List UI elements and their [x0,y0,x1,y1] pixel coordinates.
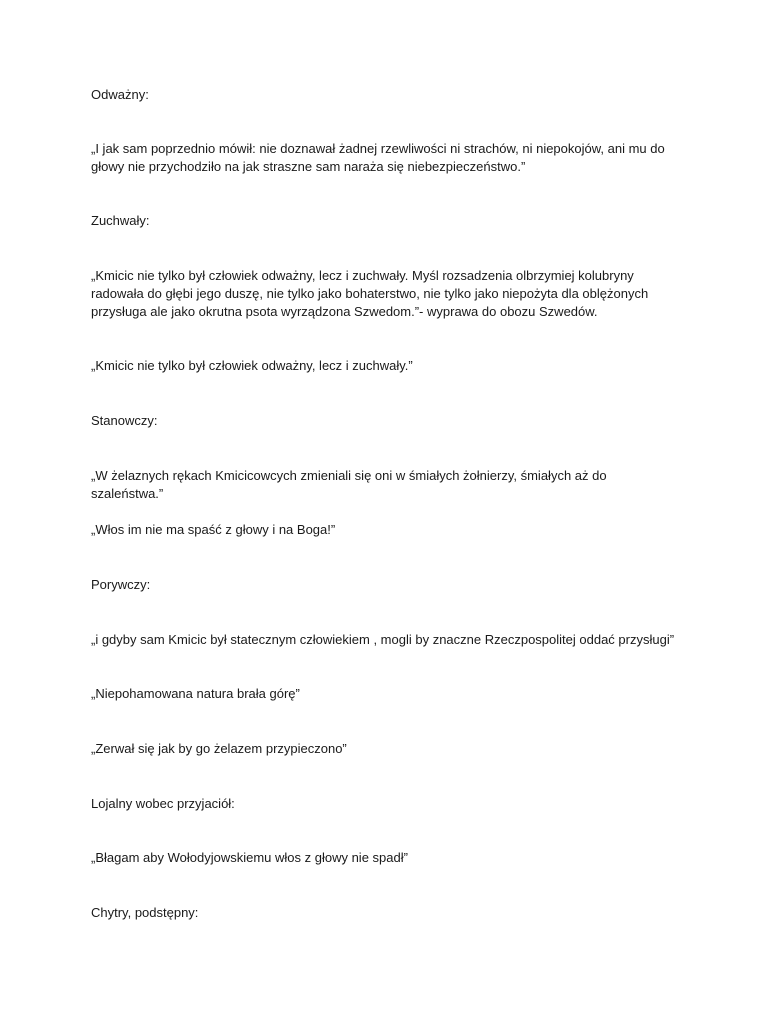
section-heading-lojalny: Lojalny wobec przyjaciół: [91,796,235,811]
section-heading-stanowczy: Stanowczy: [91,413,158,428]
section-heading-odwazny: Odważny: [91,87,149,102]
quote-paragraph: „W żelaznych rękach Kmicicowcych zmieniali się oni w śmiałych żołnierzy, śmiałych aż do szaleństwa.” [91,468,607,501]
quote-paragraph: „i gdyby sam Kmicic był statecznym człowiekiem , mogli by znaczne Rzeczpospolitej oddać przysługi” [91,632,675,647]
quote-paragraph: „Zerwał się jak by go żelazem przypieczono” [91,741,347,756]
quote-paragraph: „Kmicic nie tylko był człowiek odważny, lecz i zuchwały.” [91,358,413,373]
quote-paragraph: „Kmicic nie tylko był człowiek odważny, lecz i zuchwały. Myśl rozsadzenia olbrzymiej kolubryny radowała do głębi jego duszę, nie tylko jako bohaterstwo, nie tylko jako niepożyta dla oblężonych przysługa ale jako okrutna psota wyrządzona Szwedom.”- wyprawa do obozu Szwedów. [91,268,649,319]
quote-paragraph: „Niepohamowana natura brała górę” [91,686,300,701]
quote-paragraph: „Włos im nie ma spaść z głowy i na Boga!” [91,522,336,537]
section-heading-porywczy: Porywczy: [91,577,151,592]
section-heading-chytry: Chytry, podstępny: [91,905,199,920]
quote-paragraph: „I jak sam poprzednio mówił: nie doznawał żadnej rzewliwości ni strachów, ni niepokojów, ani mu do głowy nie przychodziło na jak straszne sam naraża się niebezpieczeństwo.” [91,141,665,174]
quote-paragraph: „Błagam aby Wołodyjowskiemu włos z głowy nie spadł” [91,850,408,865]
section-heading-zuchwaly: Zuchwały: [91,213,150,228]
